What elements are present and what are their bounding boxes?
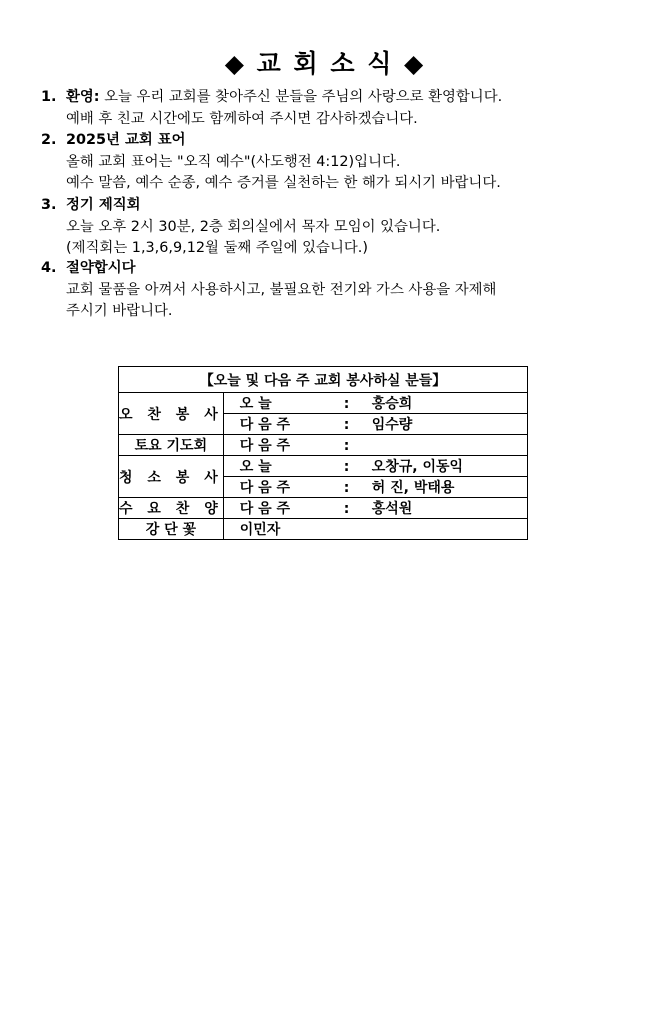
colon: : [343,396,350,412]
role-cell: 수 요 찬 양 [119,498,224,519]
notice-heading [41,130,641,152]
table-row [119,456,528,477]
colon: : [343,459,350,475]
week-label: 다 음 주 [239,501,291,517]
notice-line: 올해 교회 표어는 "오직 예수"(사도행전 4:12)입니다. [66,153,401,170]
colon: : [343,417,350,433]
notice-item-motto [41,130,641,195]
colon: : [343,480,350,496]
role-cell: 청 소 봉 사 [119,456,224,498]
notice-line: 예배 후 친교 시간에도 함께하여 주시면 감사하겠습니다. [66,110,418,127]
notice-line: 주시기 바랍니다. [66,303,173,319]
colon: : [343,438,350,454]
role-cell: 오 찬 봉 사 [119,393,224,435]
notice-heading [41,87,641,109]
notice-title: 2025년 교회 표어 [66,132,186,148]
assignment-cell [223,435,527,456]
assignment-cell [223,414,527,435]
table-row [119,435,528,456]
page-title: ◆ 교 회 소 식 ◆ [224,49,426,78]
notice-line: 예수 말씀, 예수 순종, 예수 증거를 실천하는 한 해가 되시기 바랍니다. [66,175,501,191]
table-caption: 【오늘 및 다음 주 교회 봉사하실 분들】 [119,367,528,393]
notice-title: 절약합시다 [66,260,136,276]
week-label: 오 늘 [239,459,272,475]
week-label: 다 음 주 [239,417,291,433]
role-cell: 토요 기도회 [119,435,224,456]
volunteer-name: 홍석원 [371,501,413,517]
volunteer-name: 허 진, 박태용 [371,480,455,496]
assignment-cell [223,477,527,498]
notice-line: (제직회는 1,3,6,9,12월 둘째 주일에 있습니다.) [66,240,368,256]
volunteer-name: 이민자 [223,519,527,540]
notice-heading [41,195,641,217]
notice-number: 3. [41,197,57,213]
notice-heading [41,258,641,280]
notice-line: 교회 물품을 아껴서 사용하시고, 불필요한 전기와 가스 사용을 자제해 [66,281,497,298]
volunteer-name: 홍승희 [371,396,413,412]
notice-item-saving [41,258,641,323]
table-caption-row [119,367,528,393]
assignment-cell [223,393,527,414]
table-row [119,519,528,540]
colon: : [343,501,350,517]
week-label: 다 음 주 [239,438,291,454]
service-table [118,366,528,540]
table-row [119,393,528,414]
notice-line: 오늘 우리 교회를 찾아주신 분들을 주님의 사랑으로 환영합니다. [104,89,503,105]
notice-item-meeting [41,195,641,260]
notice-number: 4. [41,260,57,276]
assignment-cell [223,498,527,519]
week-label: 오 늘 [239,396,272,412]
notice-number: 2. [41,132,57,148]
volunteer-name: 오창규, 이동익 [371,459,464,475]
notice-number: 1. [41,89,57,105]
week-label: 다 음 주 [239,480,291,496]
notice-line: 오늘 오후 2시 30분, 2층 회의실에서 목자 모임이 있습니다. [66,218,441,235]
notice-title: 환영: [66,89,100,105]
notice-title: 정기 제직회 [66,197,141,213]
assignment-cell [223,456,527,477]
notice-item-welcome [41,87,641,130]
table-row [119,498,528,519]
role-cell: 강 단 꽃 [119,519,224,540]
volunteer-name: 임수량 [371,417,413,433]
